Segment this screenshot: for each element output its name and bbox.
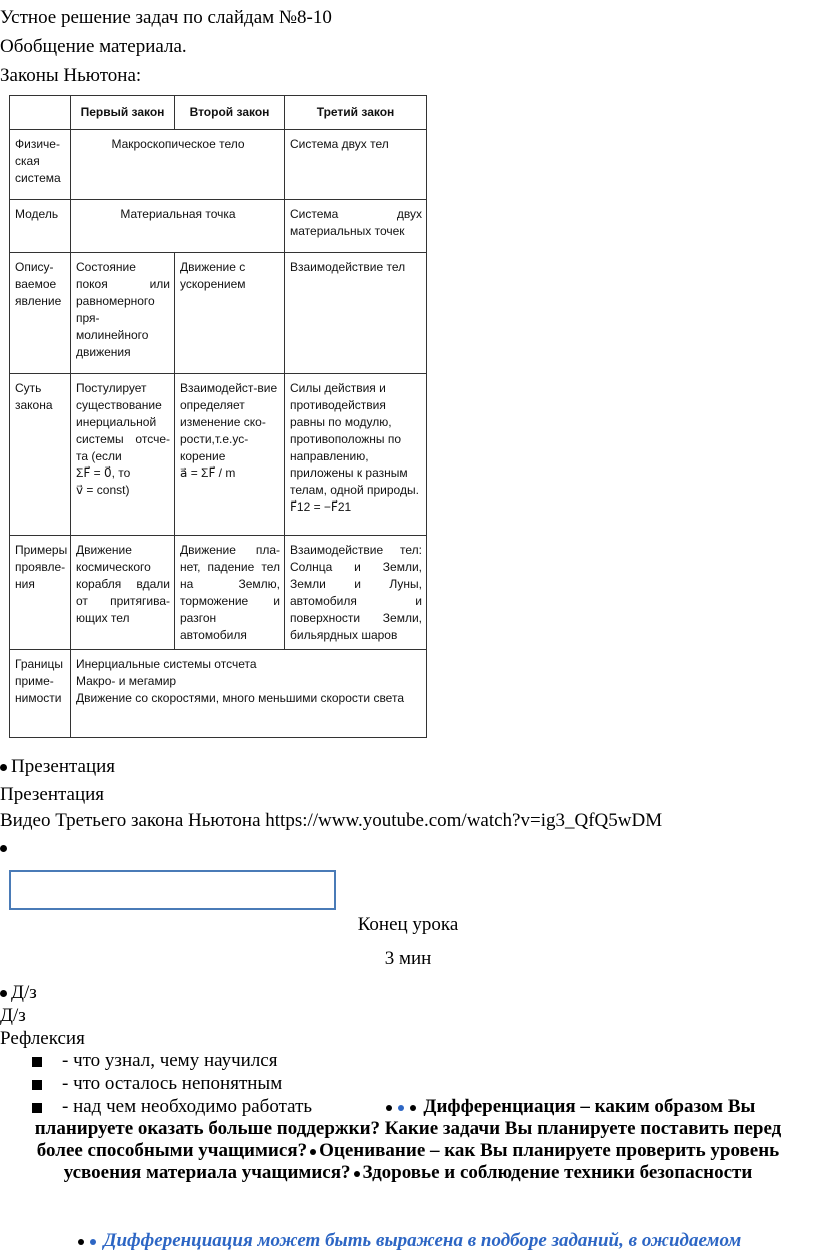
table-row <box>10 130 427 200</box>
table-header-row <box>10 96 427 130</box>
cell-text: Взаимодейст-вие определяет изменение ско-рости,т.е.ус-корение <box>180 381 278 463</box>
bullet-icon <box>0 990 7 997</box>
presentation-link[interactable]: Презентация <box>11 756 116 777</box>
bullet-icon <box>310 1149 316 1155</box>
header-cell <box>10 96 71 130</box>
lesson-title: Устное решение задач по слайдам №8-10 <box>0 7 332 28</box>
table-cell: Движение с ускорением <box>175 253 285 374</box>
reflection-item: - над чем необходимо работать <box>32 1095 312 1119</box>
laws-heading: Законы Ньютона: <box>0 65 142 86</box>
cell-text: Постулирует существование инерциальной системы отсче-та (если <box>76 381 170 463</box>
cell-text: Инерциальные системы отсчета <box>76 657 257 671</box>
differentiation-text: Дифференциация – каким образом Вы планируете оказать больше поддержки? Какие задачи Вы планируете поставить перед более способными учащимися? <box>34 1096 782 1161</box>
italic-text: Дифференциация может быть выражена в подборе заданий, в ожидаемом <box>103 1230 742 1251</box>
row-label: Примеры проявле-ния <box>10 536 71 650</box>
table-cell: Система двух материальных точек <box>285 200 427 253</box>
row-label: Опису-ваемое явление <box>10 253 71 374</box>
bullet-icon <box>90 1239 96 1245</box>
table-cell <box>175 374 285 536</box>
table-cell: Движение космического корабля вдали от притягива-ющих тел <box>71 536 175 650</box>
empty-bullet <box>0 836 11 860</box>
lesson-subtitle: Обобщение материала. <box>0 36 187 57</box>
reflection-item: - что узнал, чему научился <box>32 1049 277 1073</box>
bullet-icon <box>386 1105 392 1111</box>
homework-link[interactable]: Д/з <box>11 982 37 1003</box>
table-cell <box>71 650 427 738</box>
cell-text: Движение со скоростями, много меньшими скорости света <box>76 691 404 705</box>
bullet-icon <box>78 1239 84 1245</box>
formula: v⃗ = const) <box>76 483 130 497</box>
bullet-icon <box>0 845 7 852</box>
reflection-heading: Рефлексия <box>0 1028 85 1049</box>
bullet-icon <box>410 1105 416 1111</box>
empty-frame <box>9 870 336 910</box>
header-cell: Первый закон <box>71 96 175 130</box>
table-cell <box>71 374 175 536</box>
square-bullet-icon <box>32 1057 42 1067</box>
table-cell: Система двух тел <box>285 130 427 200</box>
square-bullet-icon <box>32 1080 42 1090</box>
table-cell: Состояние покоя или равномерного пря-молинейного движения <box>71 253 175 374</box>
header-cell: Второй закон <box>175 96 285 130</box>
homework-text: Д/з <box>0 1005 26 1026</box>
bullet-icon <box>0 764 7 771</box>
cell-text: Макро- и мегамир <box>76 674 177 688</box>
cell-text: Силы действия и противодействия равны по модулю, противоположны по направлению, приложены к разным телам, одной природы. <box>290 381 419 497</box>
presentation-bullet <box>0 755 115 779</box>
table-row <box>10 650 427 738</box>
row-label: Физиче-ская система <box>10 130 71 200</box>
header-cell: Третий закон <box>285 96 427 130</box>
differentiation-block <box>20 1096 796 1184</box>
table-row <box>10 253 427 374</box>
bullet-icon <box>354 1171 360 1177</box>
table-cell: Взаимодействие тел: Солнца и Земли, Земли и Луны, автомобиля и поверхности Земли, бильярдных шаров <box>285 536 427 650</box>
bullet-icon <box>398 1105 404 1111</box>
table-cell <box>285 374 427 536</box>
table-cell: Макроскопическое тело <box>71 130 285 200</box>
row-label: Модель <box>10 200 71 253</box>
table-cell: Взаимодействие тел <box>285 253 427 374</box>
duration: 3 мин <box>384 948 432 969</box>
safety-text: Здоровье и соблюдение техники безопасности <box>362 1162 753 1183</box>
video-link[interactable]: Видео Третьего закона Ньютона https://www.youtube.com/watch?v=ig3_QfQ5wDM <box>0 810 663 831</box>
table-cell: Материальная точка <box>71 200 285 253</box>
row-label: Границы приме-нимости <box>10 650 71 738</box>
differentiation-note <box>0 1229 816 1253</box>
end-of-lesson: Конец урока <box>357 914 459 935</box>
formula: a⃗ = ΣF⃗ / m <box>180 466 236 480</box>
table-row <box>10 374 427 536</box>
row-label: Суть закона <box>10 374 71 536</box>
reflection-item: - что осталось непонятным <box>32 1072 282 1096</box>
table-row <box>10 536 427 650</box>
formula: ΣF⃗ = 0⃗, то <box>76 466 131 480</box>
table-cell: Движение пла-нет, падение тел на Землю, торможение и разгон автомобиля <box>175 536 285 650</box>
presentation-text: Презентация <box>0 784 105 805</box>
homework-bullet <box>0 981 37 1005</box>
newton-laws-table <box>9 95 427 738</box>
table-row <box>10 200 427 253</box>
assessment-text: Оценивание – как Вы планируете проверить уровень усвоения материала учащимися? <box>63 1140 780 1183</box>
formula: F⃗12 = −F⃗21 <box>290 500 352 514</box>
